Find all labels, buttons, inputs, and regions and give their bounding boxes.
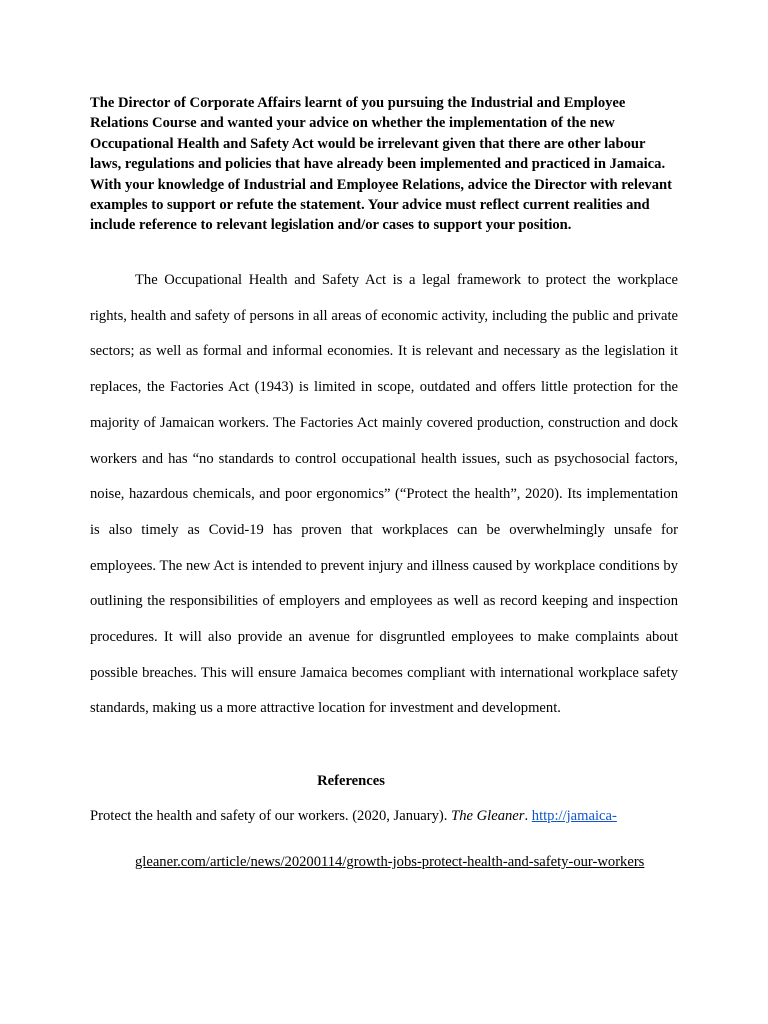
reference-text: Protect the health and safety of our workers. (2020, January).	[90, 808, 452, 824]
reference-punctuation: .	[524, 808, 532, 824]
reference-link-continuation-line	[90, 851, 678, 873]
reference-link-continuation[interactable]: gleaner.com/article/news/20200114/growth-jobs-protect-health-and-safety-our-workers	[135, 854, 645, 870]
assignment-question: The Director of Corporate Affairs learnt of you pursuing the Industrial and Employee Relations Course and wanted your advice on whether the implementation of the new Occupational Health and Safety Act would be irrelevant given that there are other labour laws, regulations and policies that have already been implemented and practiced in Jamaica. With your knowledge of Industrial and Employee Relations, advice the Director with relevant examples to support or refute the statement. Your advice must reflect current realities and include reference to relevant legislation and/or cases to support your position.	[90, 95, 672, 234]
reference-source: The Gleaner	[451, 808, 525, 824]
reference-entry	[90, 805, 678, 873]
reference-link[interactable]: http://jamaica-	[531, 808, 617, 824]
body-paragraph: The Occupational Health and Safety Act is a legal framework to protect the workplace rights, health and safety of persons in all areas of economic activity, including the public and private sectors; as well as formal and informal economies. It is relevant and necessary as the legislation it replaces, the Factories Act (1943) is limited in scope, outdated and offers little protection for the majority of Jamaican workers. The Factories Act mainly covered production, construction and dock workers and has “no standards to control occupational health issues, such as psychosocial factors, noise, hazardous chemicals, and poor ergonomics” (“Protect the health”, 2020). Its implementation is also timely as Covid-19 has proven that workplaces can be overwhelmingly unsafe for employees. The new Act is intended to prevent injury and illness caused by workplace conditions by outlining the responsibilities of employers and employees as well as record keeping and inspection procedures. It will also provide an avenue for disgruntled employees to make complaints about possible breaches. This will ensure Jamaica becomes compliant with international workplace safety standards, making us a more attractive location for investment and development.	[90, 272, 678, 717]
references-heading: References	[317, 773, 385, 789]
